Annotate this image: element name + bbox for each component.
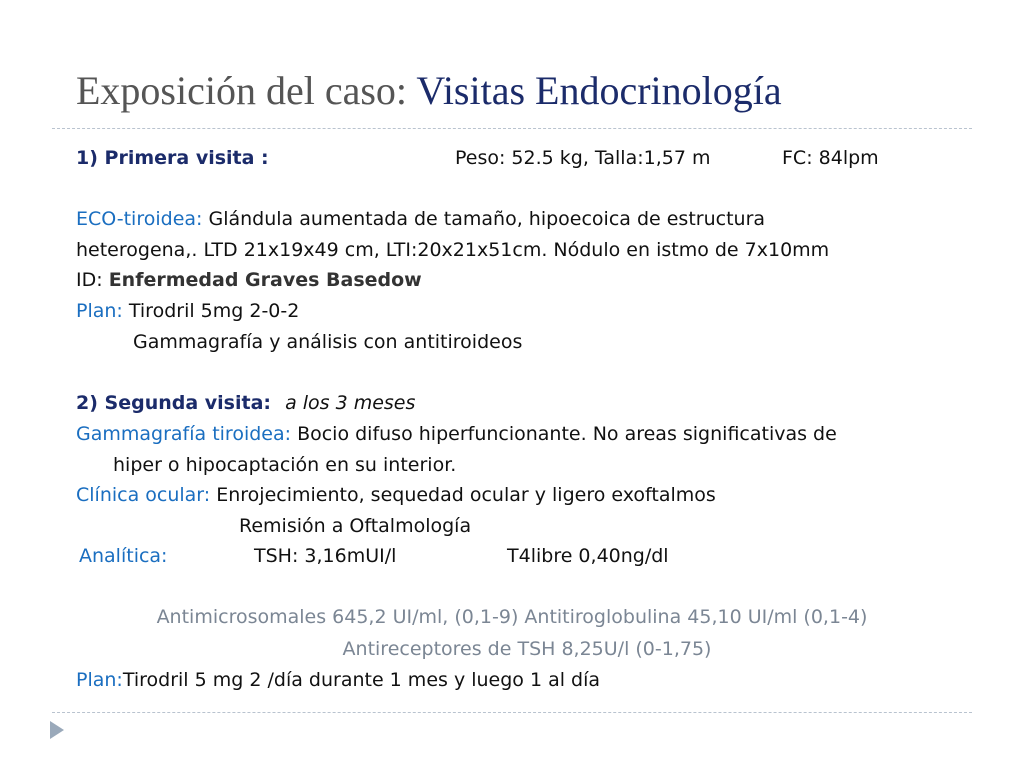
visit1-weight-height: Peso: 52.5 kg, Talla:1,57 m	[455, 147, 711, 169]
visit2-when: a los 3 meses	[285, 392, 416, 414]
eco-text-2: heterogena,. LTD 21x19x49 cm, LTI:20x21x51cm. Nódulo en istmo de 7x10mm	[76, 239, 830, 261]
gamma-line-1	[76, 419, 837, 449]
eco-text-1: Glándula aumentada de tamaño, hipoecoica de estructura	[208, 208, 766, 230]
id-line	[76, 265, 422, 295]
gamma-text-1: Bocio difuso hiperfuncionante. No areas significativas de	[297, 423, 837, 445]
bottom-divider	[52, 712, 972, 713]
visit1-heart-rate: FC: 84lpm	[782, 147, 879, 169]
top-divider	[52, 128, 972, 129]
title-prefix: Exposición del caso:	[76, 68, 408, 113]
ocular-text-1: Enrojecimiento, sequedad ocular y ligero exoftalmos	[216, 484, 716, 506]
visit2-heading: 2) Segunda visita:	[76, 392, 272, 414]
ocular-label: Clínica ocular:	[76, 484, 211, 506]
slide-title	[76, 66, 782, 116]
eco-label: ECO-tiroidea:	[76, 208, 203, 230]
triangle-right-icon	[50, 721, 64, 739]
plan2-label: Plan:	[76, 669, 123, 691]
visit2-heading-line	[76, 388, 415, 418]
plan2-line	[76, 665, 600, 695]
id-value: Enfermedad Graves Basedow	[108, 269, 422, 291]
id-label: ID:	[76, 269, 103, 291]
lab-tsh: TSH: 3,16mUI/l	[254, 545, 397, 567]
antibodies-2: Antireceptores de TSH 8,25U/l (0-1,75)	[342, 638, 712, 660]
gamma-text-2: hiper o hipocaptación en su interior.	[113, 454, 457, 476]
plan1-label: Plan:	[76, 300, 123, 322]
title-accent: Visitas Endocrinología	[416, 68, 782, 113]
eco-line-1	[76, 204, 765, 234]
lab-label: Analítica:	[79, 545, 168, 567]
plan1-line	[76, 296, 299, 326]
visit1-heading: 1) Primera visita :	[76, 147, 269, 169]
ocular-line-1	[76, 480, 716, 510]
antibodies-1: Antimicrosomales 645,2 UI/ml, (0,1-9) Antitiroglobulina 45,10 UI/ml (0,1-4)	[156, 606, 868, 628]
ocular-text-2: Remisión a Oftalmología	[239, 515, 472, 537]
gamma-label: Gammagrafía tiroidea:	[76, 423, 292, 445]
lab-t4: T4libre 0,40ng/dl	[507, 545, 669, 567]
plan1-text-2: Gammagrafía y análisis con antitiroideos	[133, 331, 523, 353]
plan2-text: Tirodril 5 mg 2 /día durante 1 mes y luego 1 al día	[122, 669, 601, 691]
plan1-text-1: Tirodril 5mg 2-0-2	[128, 300, 300, 322]
